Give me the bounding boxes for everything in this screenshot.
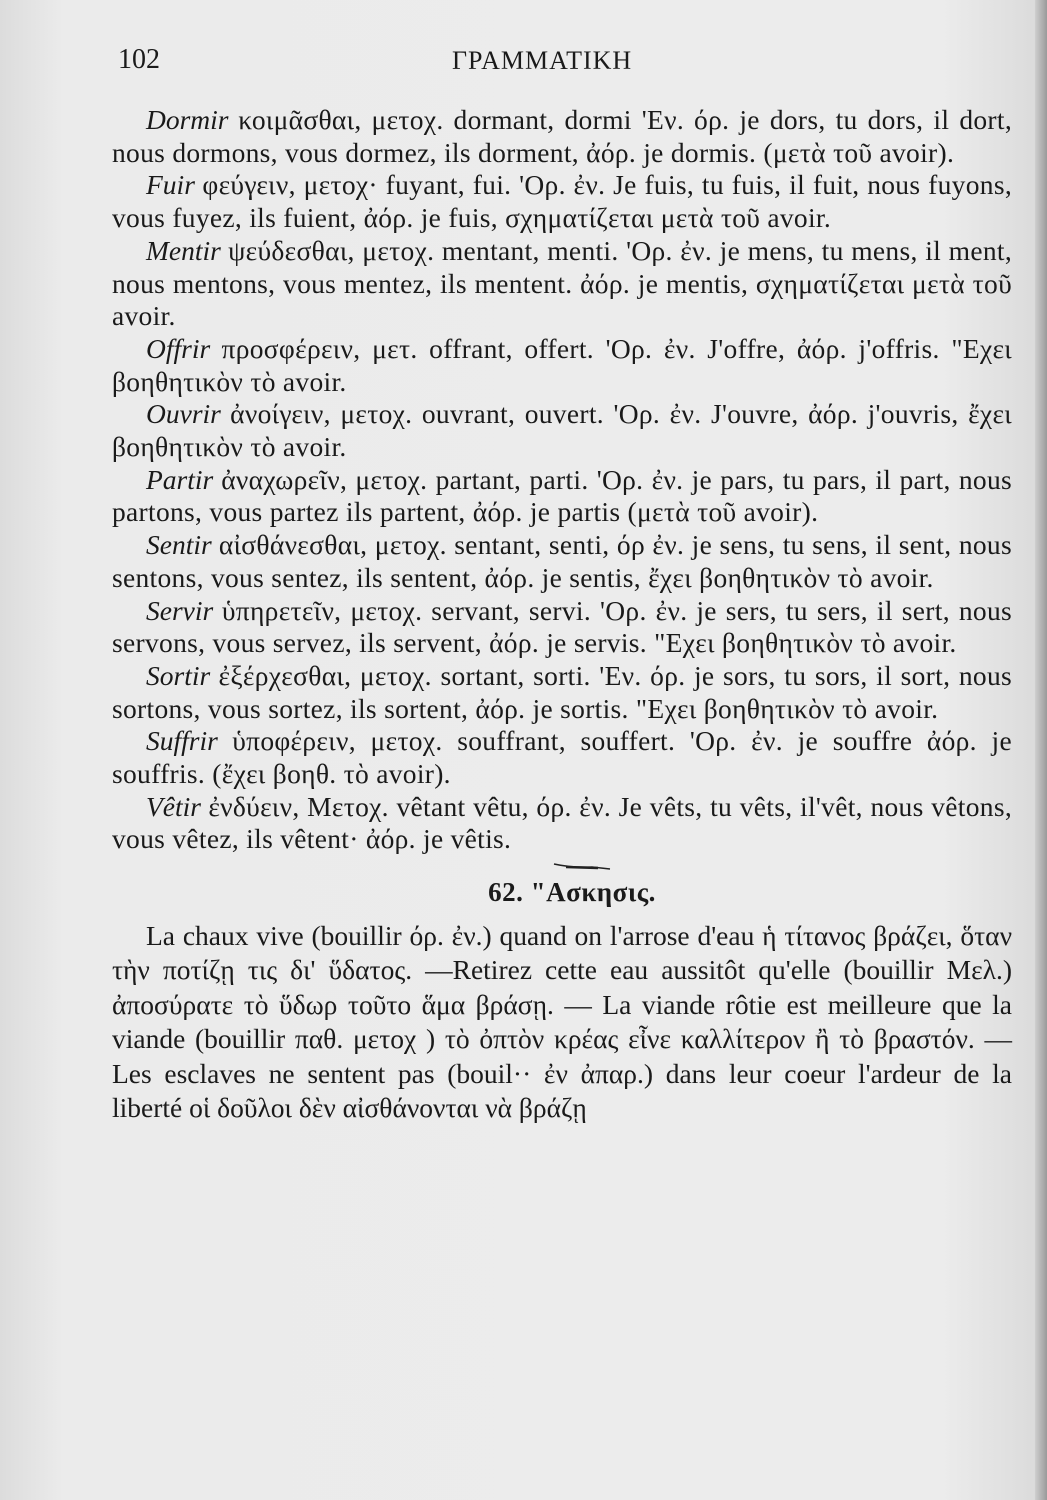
verb-entry-text: κοιμᾶσθαι, μετοχ. dormant, dormi 'Εν. όρ. je dors, tu dors, il dort, nous dormons, vous dormez, ils dorment, ἀόρ. je dormis. (μετὰ τοῦ avoir).	[112, 104, 1012, 168]
verb-entry-suffrir	[112, 725, 1012, 790]
verb-headword: Offrir	[146, 332, 211, 364]
verb-headword: Ouvrir	[146, 398, 221, 430]
verb-entry-text: προσφέρειν, μετ. offrant, offert. 'Ορ. ἐν. J'offre, ἀόρ. j'offris. "Εχει βοηθητικὸν τὸ avoir.	[112, 332, 1012, 397]
verb-entry-text: ἀναχωρεῖν, μετοχ. partant, parti. 'Ορ. ἐν. je pars, tu pars, il part, nous partons, vous partez ils partent, ἀόρ. je partis (μετὰ τοῦ avoir).	[112, 463, 1013, 528]
verb-headword: Suffrir	[146, 725, 218, 757]
verb-entry-dormir	[112, 104, 1012, 169]
verb-entry-text: φεύγειν, μετοχ· fuyant, fui. 'Ορ. ἐν. Je fuis, tu fuis, il fuit, nous fuyons, vous fuyez, ils fuient, ἀόρ. je fuis, σχηματίζεται μετὰ τοῦ avoir.	[112, 169, 1012, 234]
verb-headword: Dormir	[146, 104, 229, 135]
verb-entry-text: ἀνοίγειν, μετοχ. ouvrant, ouvert. 'Ορ. ἐν. J'ouvre, ἀόρ. j'ouvris, ἔχει βοηθητικὸν τὸ avoir.	[112, 398, 1012, 463]
exercise-text: La chaux vive (bouillir όρ. ἐν.) quand on l'arrose d'eau ἡ τίτανος βράζει, ὅταν τὴν ποτίζῃ τις δι' ὕδατος. —Retirez cette eau aussitôt qu'elle (bouillir Μελ.) ἀποσύρατε τὸ ὕδωρ τοῦτο ἅμα βράσῃ. — La viande rôtie est meilleure que la viande (bouillir παθ. μετοχ ) τὸ ὀπτὸν κρέας εἶνε καλλίτερον ἢ τὸ βραστόν. —Les esclaves ne sentent pas (bouil·· ἐν ἀπαρ.) dans leur coeur l'ardeur de la liberté οἱ δοῦλοι δὲν αἰσθάνονται νὰ βράζῃ	[112, 919, 1012, 1123]
verb-entry-sortir	[112, 660, 1012, 725]
verb-headword: Vêtir	[146, 790, 201, 822]
verb-entry-text: ἐξέρχεσθαι, μετοχ. sortant, sorti. 'Εν. όρ. je sors, tu sors, il sort, nous sortons, vous sortez, ils sortent, ἀόρ. je sortis. "Εχει βοηθητικὸν τὸ avoir.	[112, 659, 1012, 724]
verb-headword: Mentir	[146, 234, 221, 266]
verb-entry-ouvrir	[112, 398, 1012, 463]
verb-headword: Partir	[146, 463, 214, 495]
verb-entry-text: ὑπηρετεῖν, μετοχ. servant, servi. 'Ορ. ἐν. je sers, tu sers, il sert, nous servons, vous servez, ils servent, ἀόρ. je servis. "Εχει βοηθητικὸν τὸ avoir.	[112, 594, 1012, 659]
verb-entry-sentir	[112, 529, 1012, 594]
verb-entry-vetir	[112, 791, 1012, 856]
section-ornament	[552, 860, 612, 872]
verb-entry-servir	[112, 595, 1012, 660]
verb-headword: Fuir	[146, 169, 195, 201]
verb-entry-fuir	[112, 169, 1012, 234]
verb-entry-text: ψεύδεσθαι, μετοχ. mentant, menti. 'Ορ. ἐν. je mens, tu mens, il ment, nous mentons, vous mentez, ils mentent. ἀόρ. je mentis, σχηματίζεται μετὰ τοῦ avoir.	[112, 234, 1013, 332]
verb-entry-text: αἰσθάνεσθαι, μετοχ. sentant, senti, όρ ἐν. je sens, tu sens, il sent, nous sentons, vous sentez, ils sentent, ἀόρ. je sentis, ἔχει βοηθητικὸν τὸ avoir.	[112, 529, 1012, 593]
verb-headword: Sortir	[146, 659, 211, 691]
verb-entry-partir	[112, 464, 1012, 529]
verb-entry-text: ὑποφέρειν, μετοχ. souffrant, souffert. 'Ορ. ἐν. je souffre ἀόρ. je souffris. (ἔχει βοηθ. τὸ avoir).	[112, 725, 1012, 790]
verb-headword: Sentir	[146, 529, 212, 561]
page-body	[112, 104, 1012, 1125]
verb-entry-offrir	[112, 333, 1012, 398]
section-heading: 62. "Ασκησις.	[488, 877, 656, 908]
verb-entry-mentir	[112, 235, 1012, 333]
verb-entry-text: ἐνδύειν, Μετοχ. vêtant vêtu, όρ. ἐν. Je vêts, tu vêts, il'vêt, nous vêtons, vous vêtez, ils vêtent· ἀόρ. je vêtis.	[112, 790, 1012, 855]
verb-headword: Servir	[146, 594, 214, 626]
page-header	[118, 44, 1008, 84]
page-number: 102	[118, 44, 160, 75]
book-spine-shadow	[1035, 0, 1047, 1500]
running-title: ΓΡΑΜΜΑΤΙΚΗ	[452, 46, 633, 75]
